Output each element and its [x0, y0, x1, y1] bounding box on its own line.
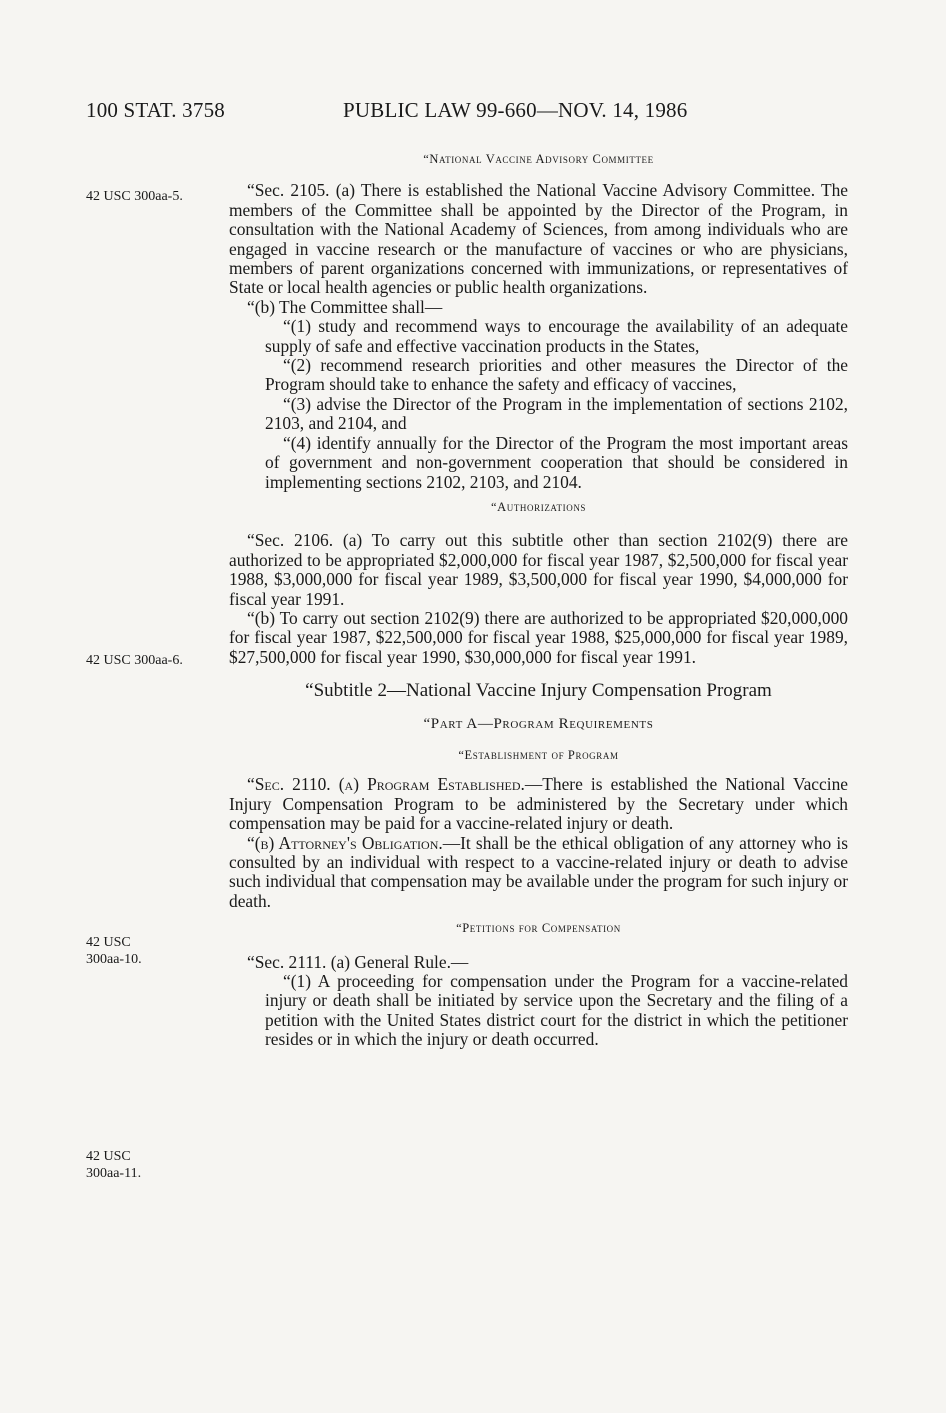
list-item: “(2) recommend research priorities and other measures the Director of the Program should take to enhance the safety and efficacy of vaccines, — [265, 355, 848, 395]
paragraph: “(b) The Committee shall— — [247, 296, 443, 317]
list-item: “(4) identify annually for the Director of the Program the most important areas of government and non-government cooperation that should be considered in implementing sections 2102, 2103, and 2104. — [265, 432, 848, 492]
margin-citation-line: 300aa-11. — [86, 1166, 142, 1181]
margin-citation — [86, 934, 216, 968]
paragraph — [229, 775, 848, 833]
margin-citation-line: 42 USC — [86, 1149, 131, 1164]
section-heading: “Establishment of Program — [458, 747, 619, 762]
paragraph-body: —There is established the National Vaccine Injury Compensation Program to be administered by the Secretary under which compensation may be paid for a vaccine-related injury or death. — [229, 774, 848, 834]
section-heading: “Authorizations — [490, 499, 587, 514]
section-heading: “National Vaccine Advisory Committee — [423, 152, 654, 166]
running-head: PUBLIC LAW 99-660—NOV. 14, 1986 — [343, 98, 688, 122]
margin-citation-line: 300aa-10. — [86, 952, 142, 967]
list-item: “(1) study and recommend ways to encourage the availability of an adequate supply of safe and effective vaccination products in the States, — [265, 316, 848, 356]
margin-citation-line: 42 USC — [86, 935, 131, 950]
part-heading: “Part A—Program Requirements — [423, 715, 654, 732]
paragraph: “Sec. 2111. (a) General Rule.— — [247, 951, 469, 972]
paragraph-lead: “(b) Attorney's Obligation. — [247, 832, 443, 853]
margin-citation: 42 USC 300aa-6. — [86, 653, 183, 668]
margin-citation — [86, 1148, 216, 1182]
paragraph-body: —It shall be the ethical obligation of any attorney who is consulted by an individual with respect to a vaccine-related injury or death to advise such individual that compensation may be available under the program for such injury or death. — [229, 832, 848, 911]
margin-citation: 42 USC 300aa-5. — [86, 189, 183, 204]
paragraph — [229, 834, 848, 912]
page-stat-number: 100 STAT. 3758 — [86, 98, 225, 122]
list-item: “(3) advise the Director of the Program in the implementation of sections 2102, 2103, and 2104, and — [265, 393, 848, 434]
paragraph-lead: “Sec. 2110. (a) Program Established. — [247, 774, 525, 795]
paragraph: “Sec. 2106. (a) To carry out this subtitle other than section 2102(9) there are authorized to be appropriated $2,000,000 for fiscal year 1987, $2,500,000 for fiscal year 1988, $3,000,000 for fiscal year 1989, $3,500,000 for fiscal year 1990, $4,000,000 for fiscal year 1991. — [229, 530, 848, 609]
body-column — [229, 150, 848, 1050]
subtitle-heading: “Subtitle 2—National Vaccine Injury Compensation Program — [305, 680, 772, 702]
paragraph: “Sec. 2105. (a) There is established the National Vaccine Advisory Committee. The members of the Committee shall be appointed by the Director of the Program, in consultation with the National Academy of Sciences, from among individuals who are engaged in vaccine research or the manufacture of vaccines or who are physicians, members of parent organizations concerned with immunizations, or representatives of State or local health agencies or public health organizations. — [229, 180, 848, 298]
paragraph: “(b) To carry out section 2102(9) there are authorized to be appropriated $20,000,000 for fiscal year 1987, $22,500,000 for fiscal year 1988, $25,000,000 for fiscal year 1989, $27,500,000 for fiscal year 1990, $30,000,000 for fiscal year 1991. — [229, 607, 848, 667]
section-heading: “Petitions for Compensation — [456, 921, 621, 936]
list-item: “(1) A proceeding for compensation under the Program for a vaccine-related injury or death shall be initiated by service upon the Secretary and the filing of a petition with the United States district court for the district in which the petitioner resides or in which the injury or death occurred. — [265, 971, 848, 1050]
